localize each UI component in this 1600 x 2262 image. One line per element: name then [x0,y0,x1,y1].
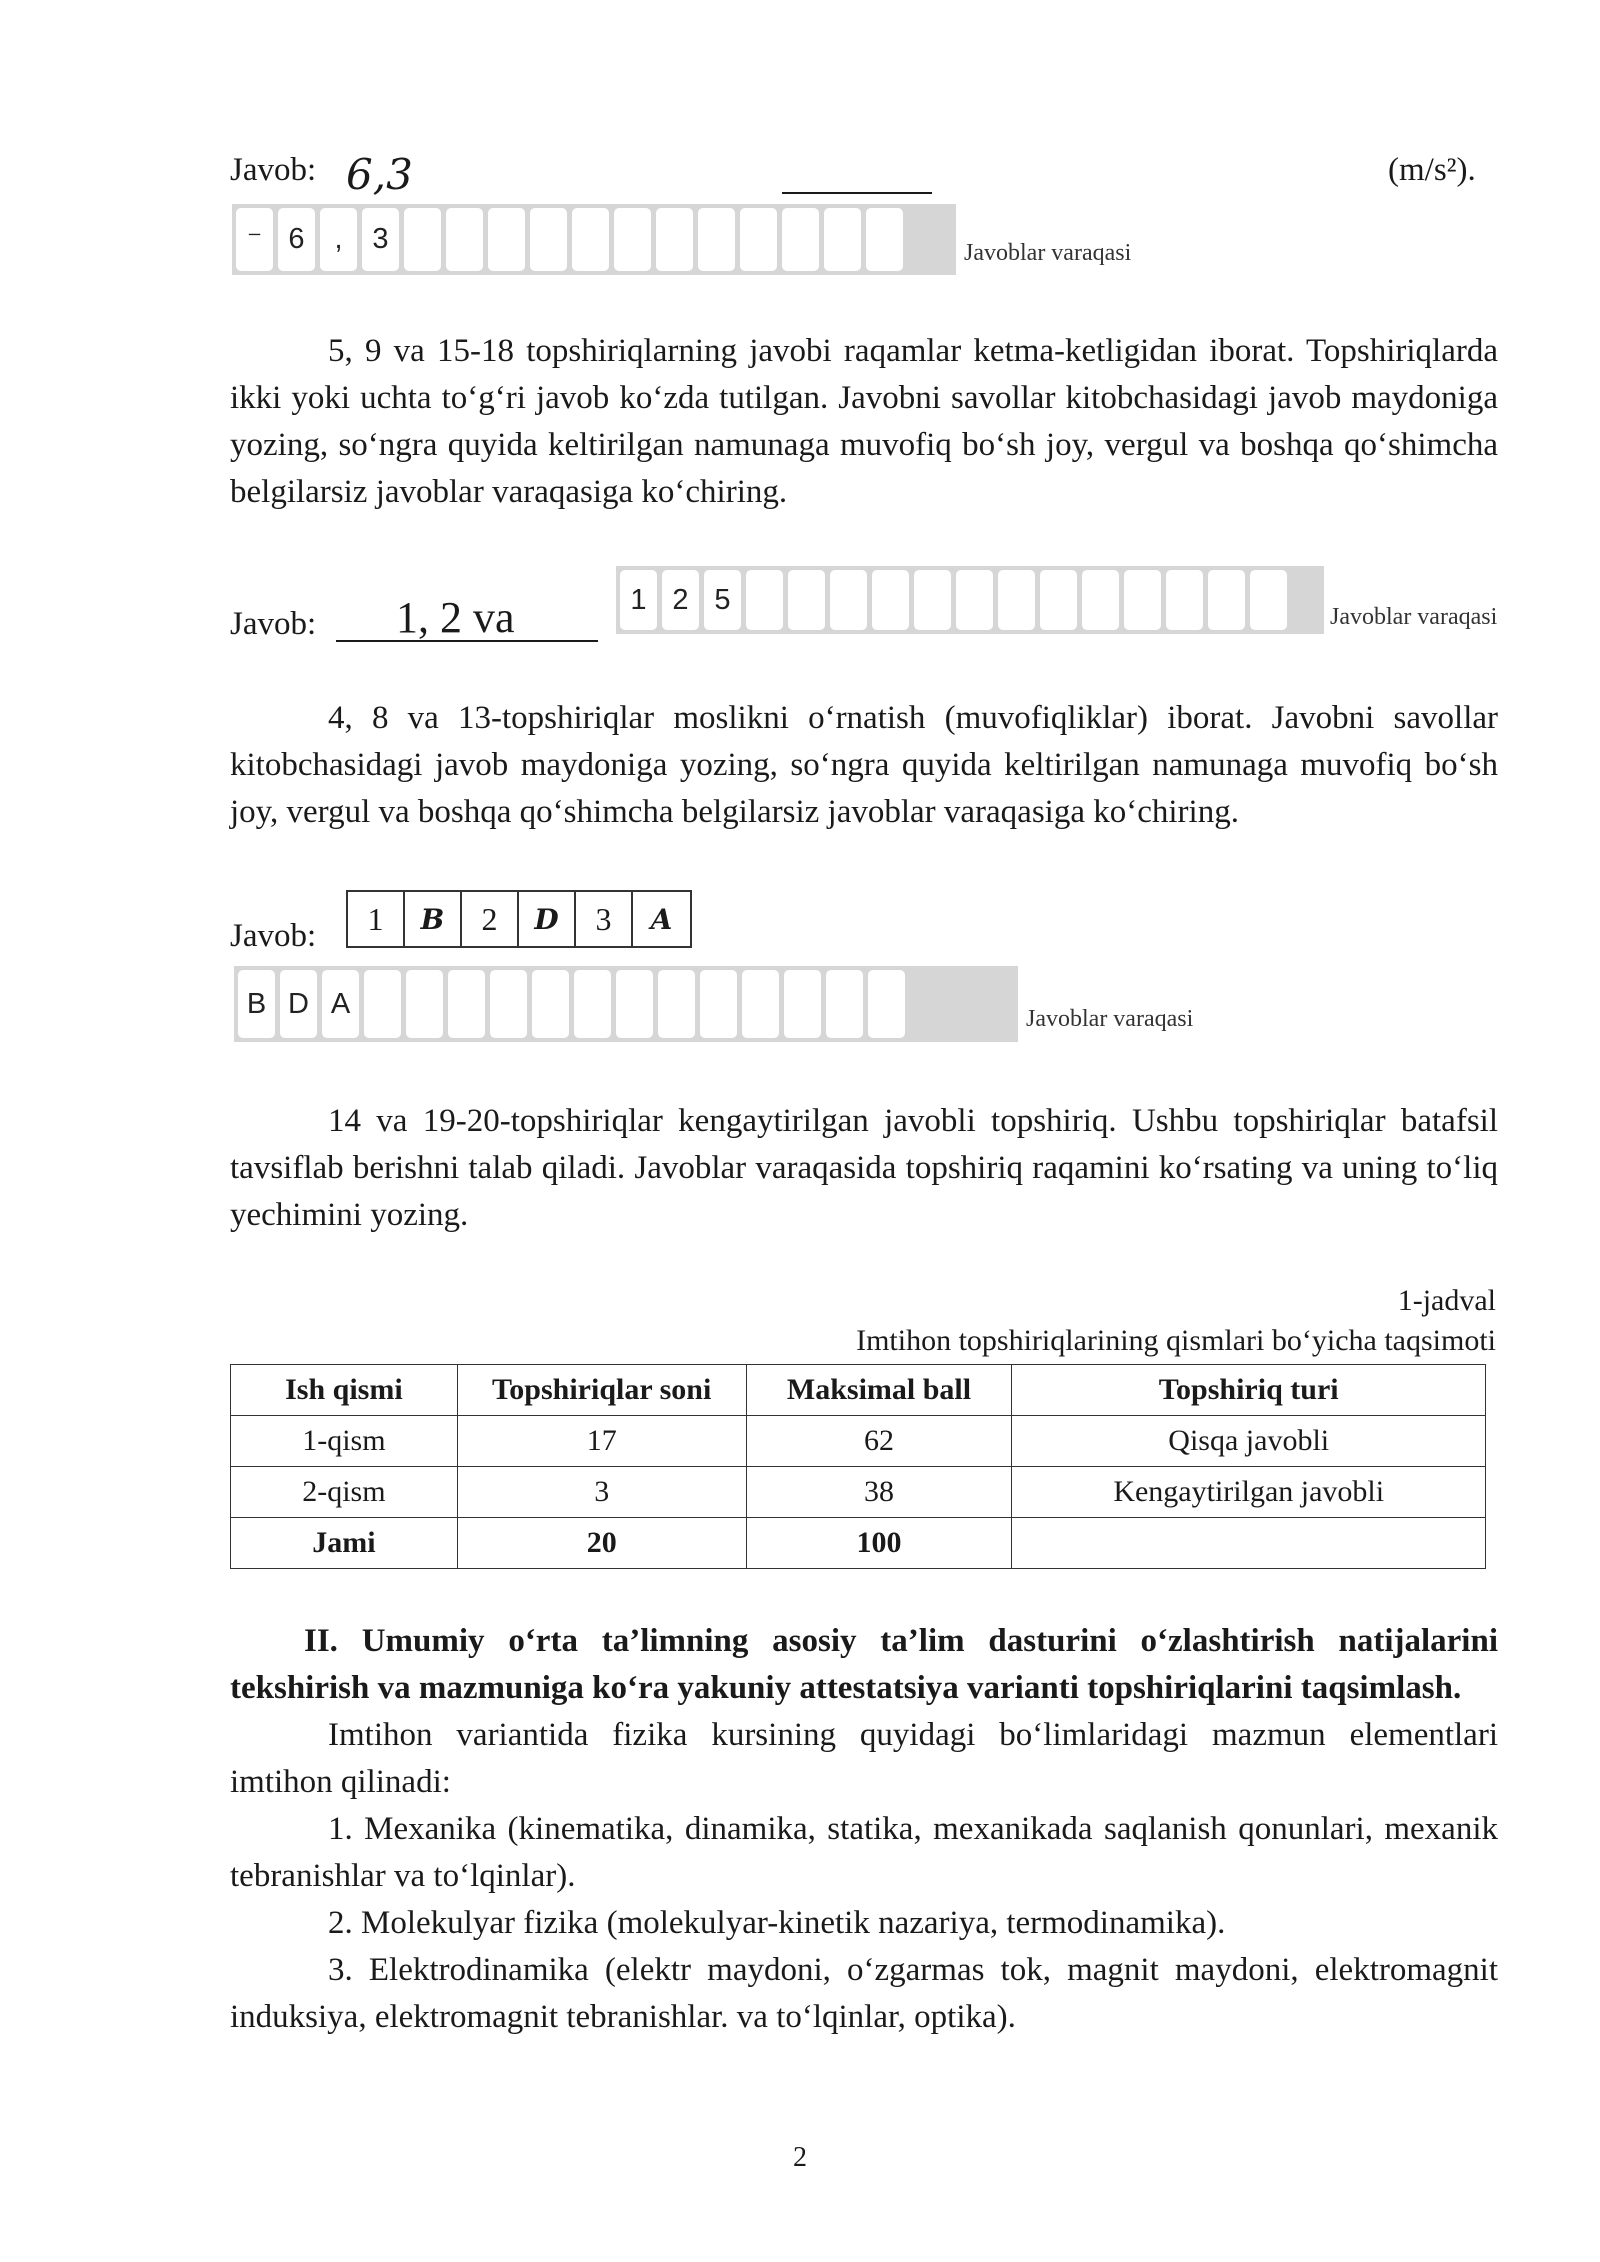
answer-cell [532,970,569,1038]
answer-cell [446,208,483,271]
answer-cell: 5 [704,570,741,630]
table-cell: 100 [746,1518,1012,1569]
answer-cell [658,970,695,1038]
table-header-cell: Maksimal ball [746,1365,1012,1416]
answer-sheet-strip-1 [232,204,956,275]
page-number: 2 [793,2142,807,2173]
handwritten-answer-1: 6,3 [346,150,413,199]
answer-cell [406,970,443,1038]
paragraph-extended-text: 14 va 19-20-topshiriqlar kengaytirilgan javobli topshiriq. Ushbu topshiriqlar batafsil tavsiflab berishni talab qiladi. Javoblar varaqasida topshiriq raqamini ko‘rsating va uning to‘liq yechimini yozing. [230,1103,1498,1233]
answer-cell: 3 [362,208,399,271]
javob-label-3: Javob: [230,918,317,954]
answer-cell [1208,570,1245,630]
answer-sheet-strip-3 [234,966,1018,1042]
grid-number-cell: 3 [576,892,633,946]
section-2-heading: II. Umumiy o‘rta ta’limning asosiy ta’lim dasturini o‘zlashtirish natijalarini tekshirish va mazmuniga ko‘ra yakuniy attestatsiya varianti topshiriqlarini taqsimlash. [230,1623,1498,1706]
section-2-item: 1. Mexanika (kinematika, dinamika, statika, mexanikada saqlanish qonunlari, mexanik tebranishlar va to‘lqinlar). [230,1811,1498,1894]
answer-cell [1082,570,1119,630]
grid-number-cell: 2 [462,892,519,946]
sheet-label-2: Javoblar varaqasi [1330,604,1498,630]
answer-cell [488,208,525,271]
answer-cell [784,970,821,1038]
handwritten-answer-2: 1, 2 va [396,593,515,642]
answer-cell: 1 [620,570,657,630]
answer-cell [530,208,567,271]
answer-cell [742,970,779,1038]
answer-cell [914,570,951,630]
grid-letter-cell: D [519,892,576,946]
table-cell: Qisqa javobli [1012,1416,1486,1467]
answer-cell [448,970,485,1038]
answer-cell [1124,570,1161,630]
answer-cell: A [322,970,359,1038]
paragraph-sequence-text: 5, 9 va 15-18 topshiriqlarning javobi raqamlar ketma-ketligidan iborat. Topshiriqlarda ikki yoki uchta to‘g‘ri javob ko‘zda tutilgan. Javobni savollar kitobchasidagi javob maydoniga yozing, so‘ngra quyida keltirilgan namunaga muvofiq bo‘sh joy, vergul va boshqa qo‘shimcha belgilarsiz javoblar varaqasiga ko‘chiring. [230,333,1498,510]
section-2-intro: Imtihon variantida fizika kursining quyidagi bo‘limlaridagi mazmun elementlari imtihon qilinadi: [230,1717,1498,1800]
table-number: 1-jadval [1397,1284,1496,1317]
section-2-item: 3. Elektrodinamika (elektr maydoni, o‘zgarmas tok, magnit maydoni, elektromagnit induksiya, elektromagnit tebranishlar. va to‘lqinlar, optika). [230,1952,1498,2035]
paragraph-extended [230,1098,1498,1239]
answer-cell: 2 [662,570,699,630]
javob-label-2: Javob: [230,606,317,642]
paragraph-matching-text: 4, 8 va 13-topshiriqlar moslikni o‘rnatish (muvofiqliklar) iborat. Javobni savollar kitobchasidagi javob maydoniga yozing, so‘ngra quyida keltirilgan namunaga muvofiq bo‘sh joy, vergul va boshqa qo‘shimcha belgilarsiz javoblar varaqasiga ko‘chiring. [230,700,1498,830]
answer-cell: , [320,208,357,271]
answer-line-1 [782,192,932,194]
table-cell: Jami [231,1518,458,1569]
answer-cell [830,570,867,630]
table-header-cell: Topshiriqlar soni [457,1365,746,1416]
table-cell: 20 [457,1518,746,1569]
table-total-row [231,1518,1486,1569]
paragraph-sequence [230,328,1498,516]
matching-grid [346,890,692,948]
table-header-cell: Ish qismi [231,1365,458,1416]
answer-cell [616,970,653,1038]
answer-cell [656,208,693,271]
answer-cell: 6 [278,208,315,271]
table-cell: 3 [457,1467,746,1518]
answer-cell [782,208,819,271]
answer-cell [956,570,993,630]
table-cell: 62 [746,1416,1012,1467]
answer-cell [574,970,611,1038]
answer-cell [872,570,909,630]
answer-cell [1166,570,1203,630]
grid-number-cell: 1 [348,892,405,946]
answer-cell [698,208,735,271]
answer-sheet-strip-2 [616,566,1324,634]
table-cell: 17 [457,1416,746,1467]
answer-cell: B [238,970,275,1038]
answer-cell [364,970,401,1038]
paragraph-matching [230,695,1498,836]
answer-cell [866,208,903,271]
table-caption: Imtihon topshiriqlarining qismlari bo‘yicha taqsimoti [856,1324,1496,1357]
answer-cell [746,570,783,630]
answer-cell [740,208,777,271]
table-cell: 38 [746,1467,1012,1518]
answer-cell [572,208,609,271]
answer-cell [404,208,441,271]
table-row [231,1416,1486,1467]
section-2 [230,1618,1498,2041]
grid-letter-cell: B [405,892,462,946]
answer-cell [826,970,863,1038]
answer-cell: ⁻ [236,208,273,271]
table-header-cell: Topshiriq turi [1012,1365,1486,1416]
javob-label-1: Javob: [230,152,317,188]
table-header-row [231,1365,1486,1416]
answer-cell [1250,570,1287,630]
grid-letter-cell: A [650,902,673,936]
answer-cell [824,208,861,271]
answer-cell [868,970,905,1038]
sheet-label-1: Javoblar varaqasi [964,240,1132,266]
table-cell: Kengaytirilgan javobli [1012,1467,1486,1518]
answer-cell [998,570,1035,630]
table-row [231,1467,1486,1518]
sheet-label-3: Javoblar varaqasi [1026,1006,1194,1032]
table-cell: 1-qism [231,1416,458,1467]
section-2-item: 2. Molekulyar fizika (molekulyar-kinetik nazariya, termodinamika). [328,1905,1226,1941]
unit-label: (m/s²). [1388,152,1476,188]
answer-cell: D [280,970,317,1038]
table-cell: 2-qism [231,1467,458,1518]
distribution-table [230,1364,1486,1569]
answer-cell [700,970,737,1038]
table-cell [1012,1518,1486,1569]
answer-cell [614,208,651,271]
answer-cell [1040,570,1077,630]
answer-cell [788,570,825,630]
answer-cell [490,970,527,1038]
